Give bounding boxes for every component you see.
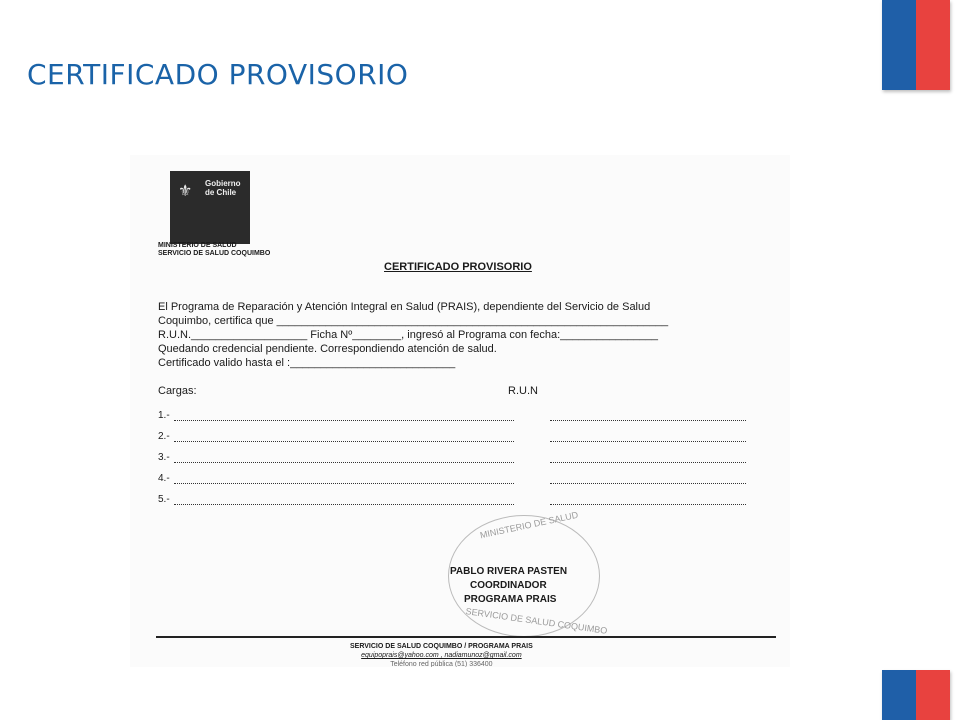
certificate-body <box>158 300 778 370</box>
logo-line-2: de Chile <box>205 188 237 197</box>
document-heading: CERTIFICADO PROVISORIO <box>384 261 532 273</box>
government-logo <box>170 171 250 244</box>
list-item <box>158 452 174 473</box>
row-index: 2.- <box>158 431 170 442</box>
row-index: 1.- <box>158 410 170 421</box>
list-item <box>158 494 174 515</box>
row-index: 4.- <box>158 473 170 484</box>
signer-name: PABLO RIVERA PASTEN <box>450 566 568 577</box>
signer-program: PROGRAMA PRAIS <box>464 594 557 605</box>
list-item <box>158 410 174 431</box>
flag-blue-band <box>882 0 916 90</box>
run-blank <box>550 462 746 463</box>
flag-red-band <box>916 0 950 90</box>
flag-blue-band <box>882 670 916 720</box>
service-name: SERVICIO DE SALUD COQUIMBO <box>158 250 271 257</box>
chile-coat-of-arms-icon: ⚜ <box>178 183 193 200</box>
footer-emails: equipoprais@yahoo.com , nadiamunoz@gmail.com <box>361 652 522 659</box>
row-index: 3.- <box>158 452 170 463</box>
certificate-document <box>130 155 790 667</box>
name-blank <box>174 441 514 442</box>
stamp-top-text: MINISTERIO DE SALUD <box>479 509 579 541</box>
ministry-block <box>158 242 270 258</box>
page-title: CERTIFICADO PROVISORIO <box>27 58 409 91</box>
signature-block <box>450 565 567 607</box>
name-blank <box>174 504 514 505</box>
run-blank <box>550 483 746 484</box>
chile-flag-decoration-top <box>882 0 950 90</box>
name-blank <box>174 483 514 484</box>
chile-flag-decoration-bottom <box>882 670 950 720</box>
footer-divider <box>156 636 776 638</box>
cargas-label: Cargas: <box>158 385 197 397</box>
ministry-name: MINISTERIO DE SALUD <box>158 242 237 249</box>
stamp-bottom-text: SERVICIO DE SALUD COQUIMBO <box>464 606 608 636</box>
logo-line-1: Gobierno <box>205 179 241 188</box>
run-column-label: R.U.N <box>508 385 538 397</box>
document-footer <box>350 642 533 667</box>
run-blank <box>550 420 746 421</box>
name-blank <box>174 462 514 463</box>
body-line: El Programa de Reparación y Atención Integral en Salud (PRAIS), dependiente del Servicio de Salud <box>158 301 651 313</box>
signer-role: COORDINADOR <box>470 580 547 591</box>
footer-phone: Teléfono red pública (51) 336400 <box>390 661 493 667</box>
body-line: Quedando credencial pendiente. Correspondiendo atención de salud. <box>158 343 497 355</box>
body-line: Certificado valido hasta el :___________________________ <box>158 357 456 369</box>
name-blank <box>174 420 514 421</box>
body-line: R.U.N.___________________ Ficha Nº________, ingresó al Programa con fecha:________________ <box>158 329 659 341</box>
footer-service: SERVICIO DE SALUD COQUIMBO / PROGRAMA PRAIS <box>350 643 533 650</box>
list-item <box>158 431 174 452</box>
row-index: 5.- <box>158 494 170 505</box>
list-item <box>158 473 174 494</box>
body-line: Coquimbo, certifica que ________________________________________________________________ <box>158 315 669 327</box>
run-blank <box>550 504 746 505</box>
dependents-list <box>158 410 174 515</box>
run-blank <box>550 441 746 442</box>
flag-red-band <box>916 670 950 720</box>
